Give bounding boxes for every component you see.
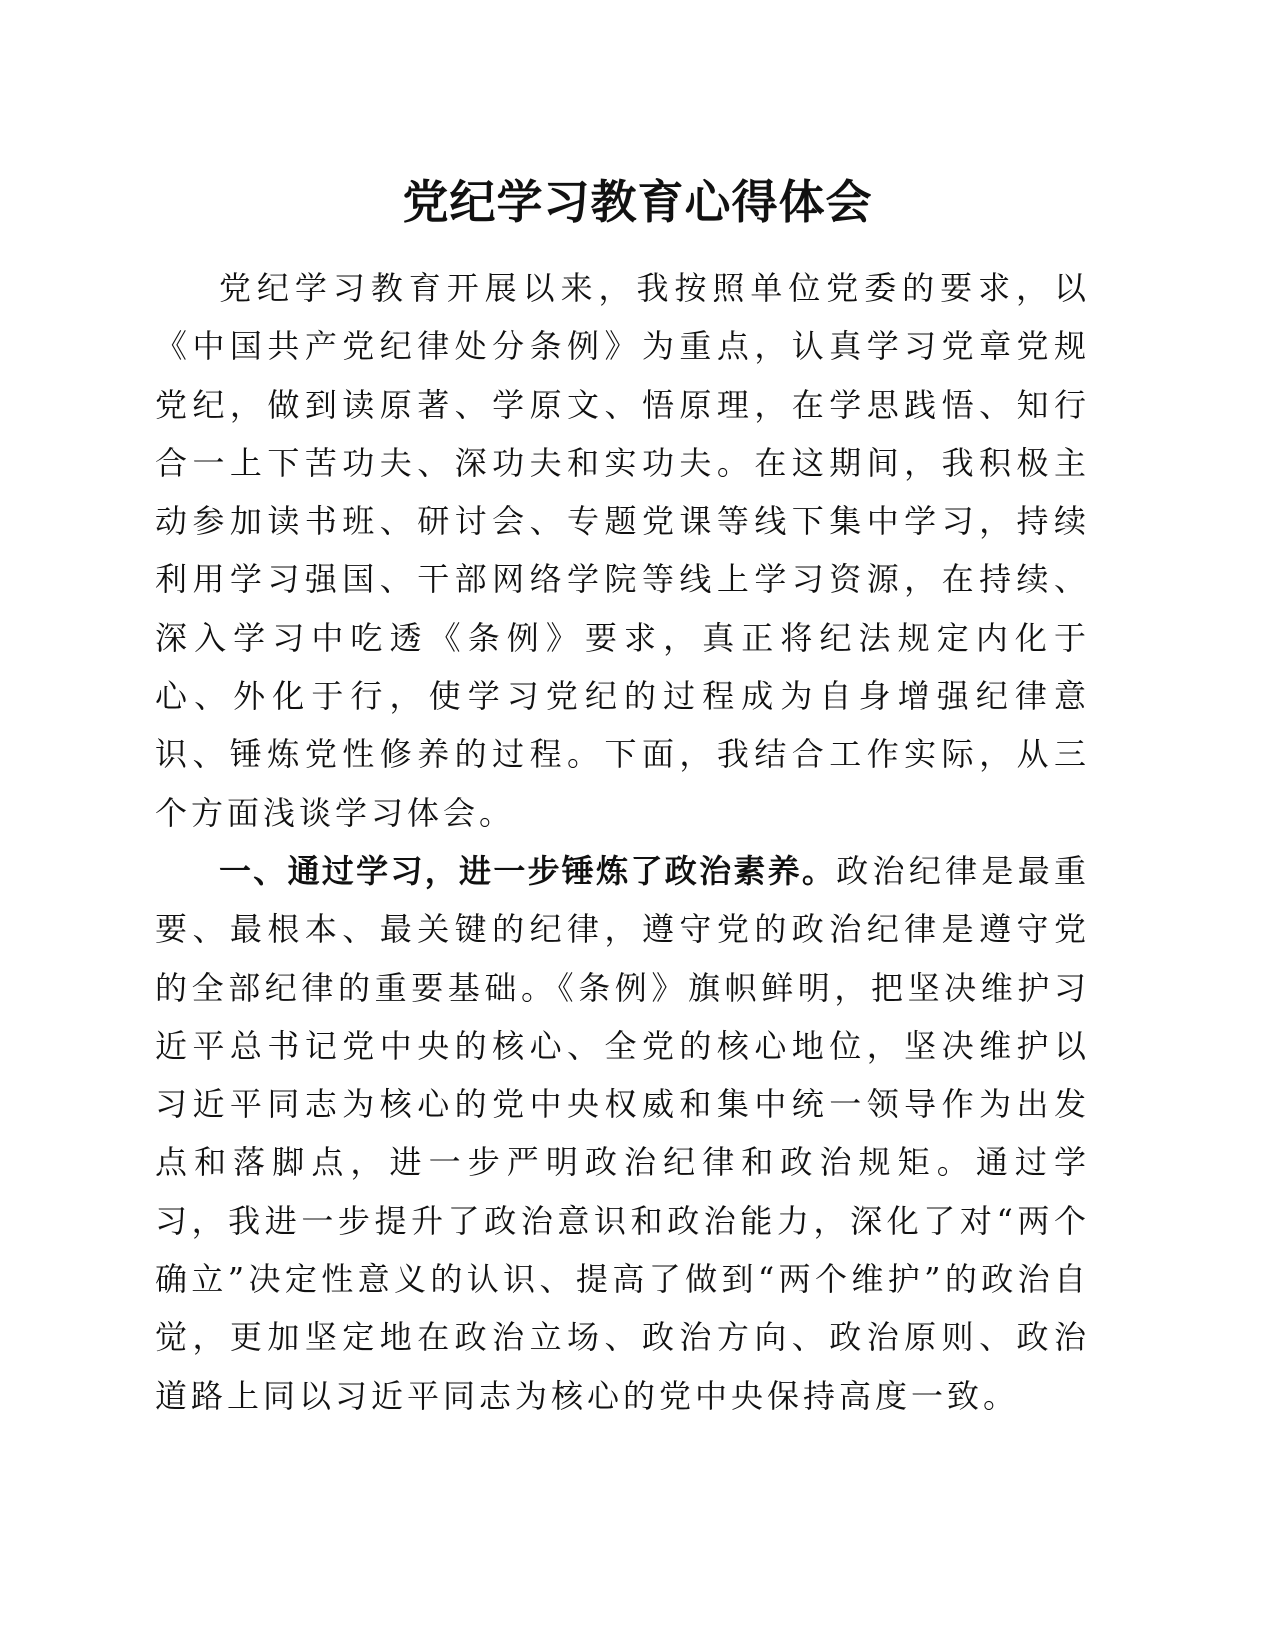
paragraph-section-one xyxy=(155,842,1090,1425)
paragraph-intro xyxy=(155,259,1090,842)
section-one-text: 政治纪律是最重要、最根本、最关键的纪律，遵守党的政治纪律是遵守党的全部纪律的重要基础。《条例》旗帜鲜明，把坚决维护习近平总书记党中央的核心、全党的核心地位，坚决维护以习近平同志为核心的党中央权威和集中统一领导作为出发点和落脚点，进一步严明政治纪律和政治规矩。通过学习，我进一步提升了政治意识和政治能力，深化了对“两个确立”决定性意义的认识、提高了做到“两个维护”的政治自觉，更加坚定地在政治立场、政治方向、政治原则、政治道路上同以习近平同志为核心的党中央保持高度一致。 xyxy=(155,851,1090,1415)
document-title: 党纪学习教育心得体会 xyxy=(402,175,873,229)
paragraph-intro-text: 党纪学习教育开展以来，我按照单位党委的要求，以《中国共产党纪律处分条例》为重点，认真学习党章党规党纪，做到读原著、学原文、悟原理，在学思践悟、知行合一上下苦功夫、深功夫和实功夫。在这期间，我积极主动参加读书班、研讨会、专题党课等线下集中学习，持续利用学习强国、干部网络学院等线上学习资源，在持续、深入学习中吃透《条例》要求，真正将纪法规定内化于心、外化于行，使学习党纪的过程成为自身增强纪律意识、锤炼党性修养的过程。下面，我结合工作实际，从三个方面浅谈学习体会。 xyxy=(155,269,1090,832)
section-one-heading: 一、通过学习，进一步锤炼了政治素养。 xyxy=(219,851,837,890)
document-body xyxy=(155,259,1090,1425)
